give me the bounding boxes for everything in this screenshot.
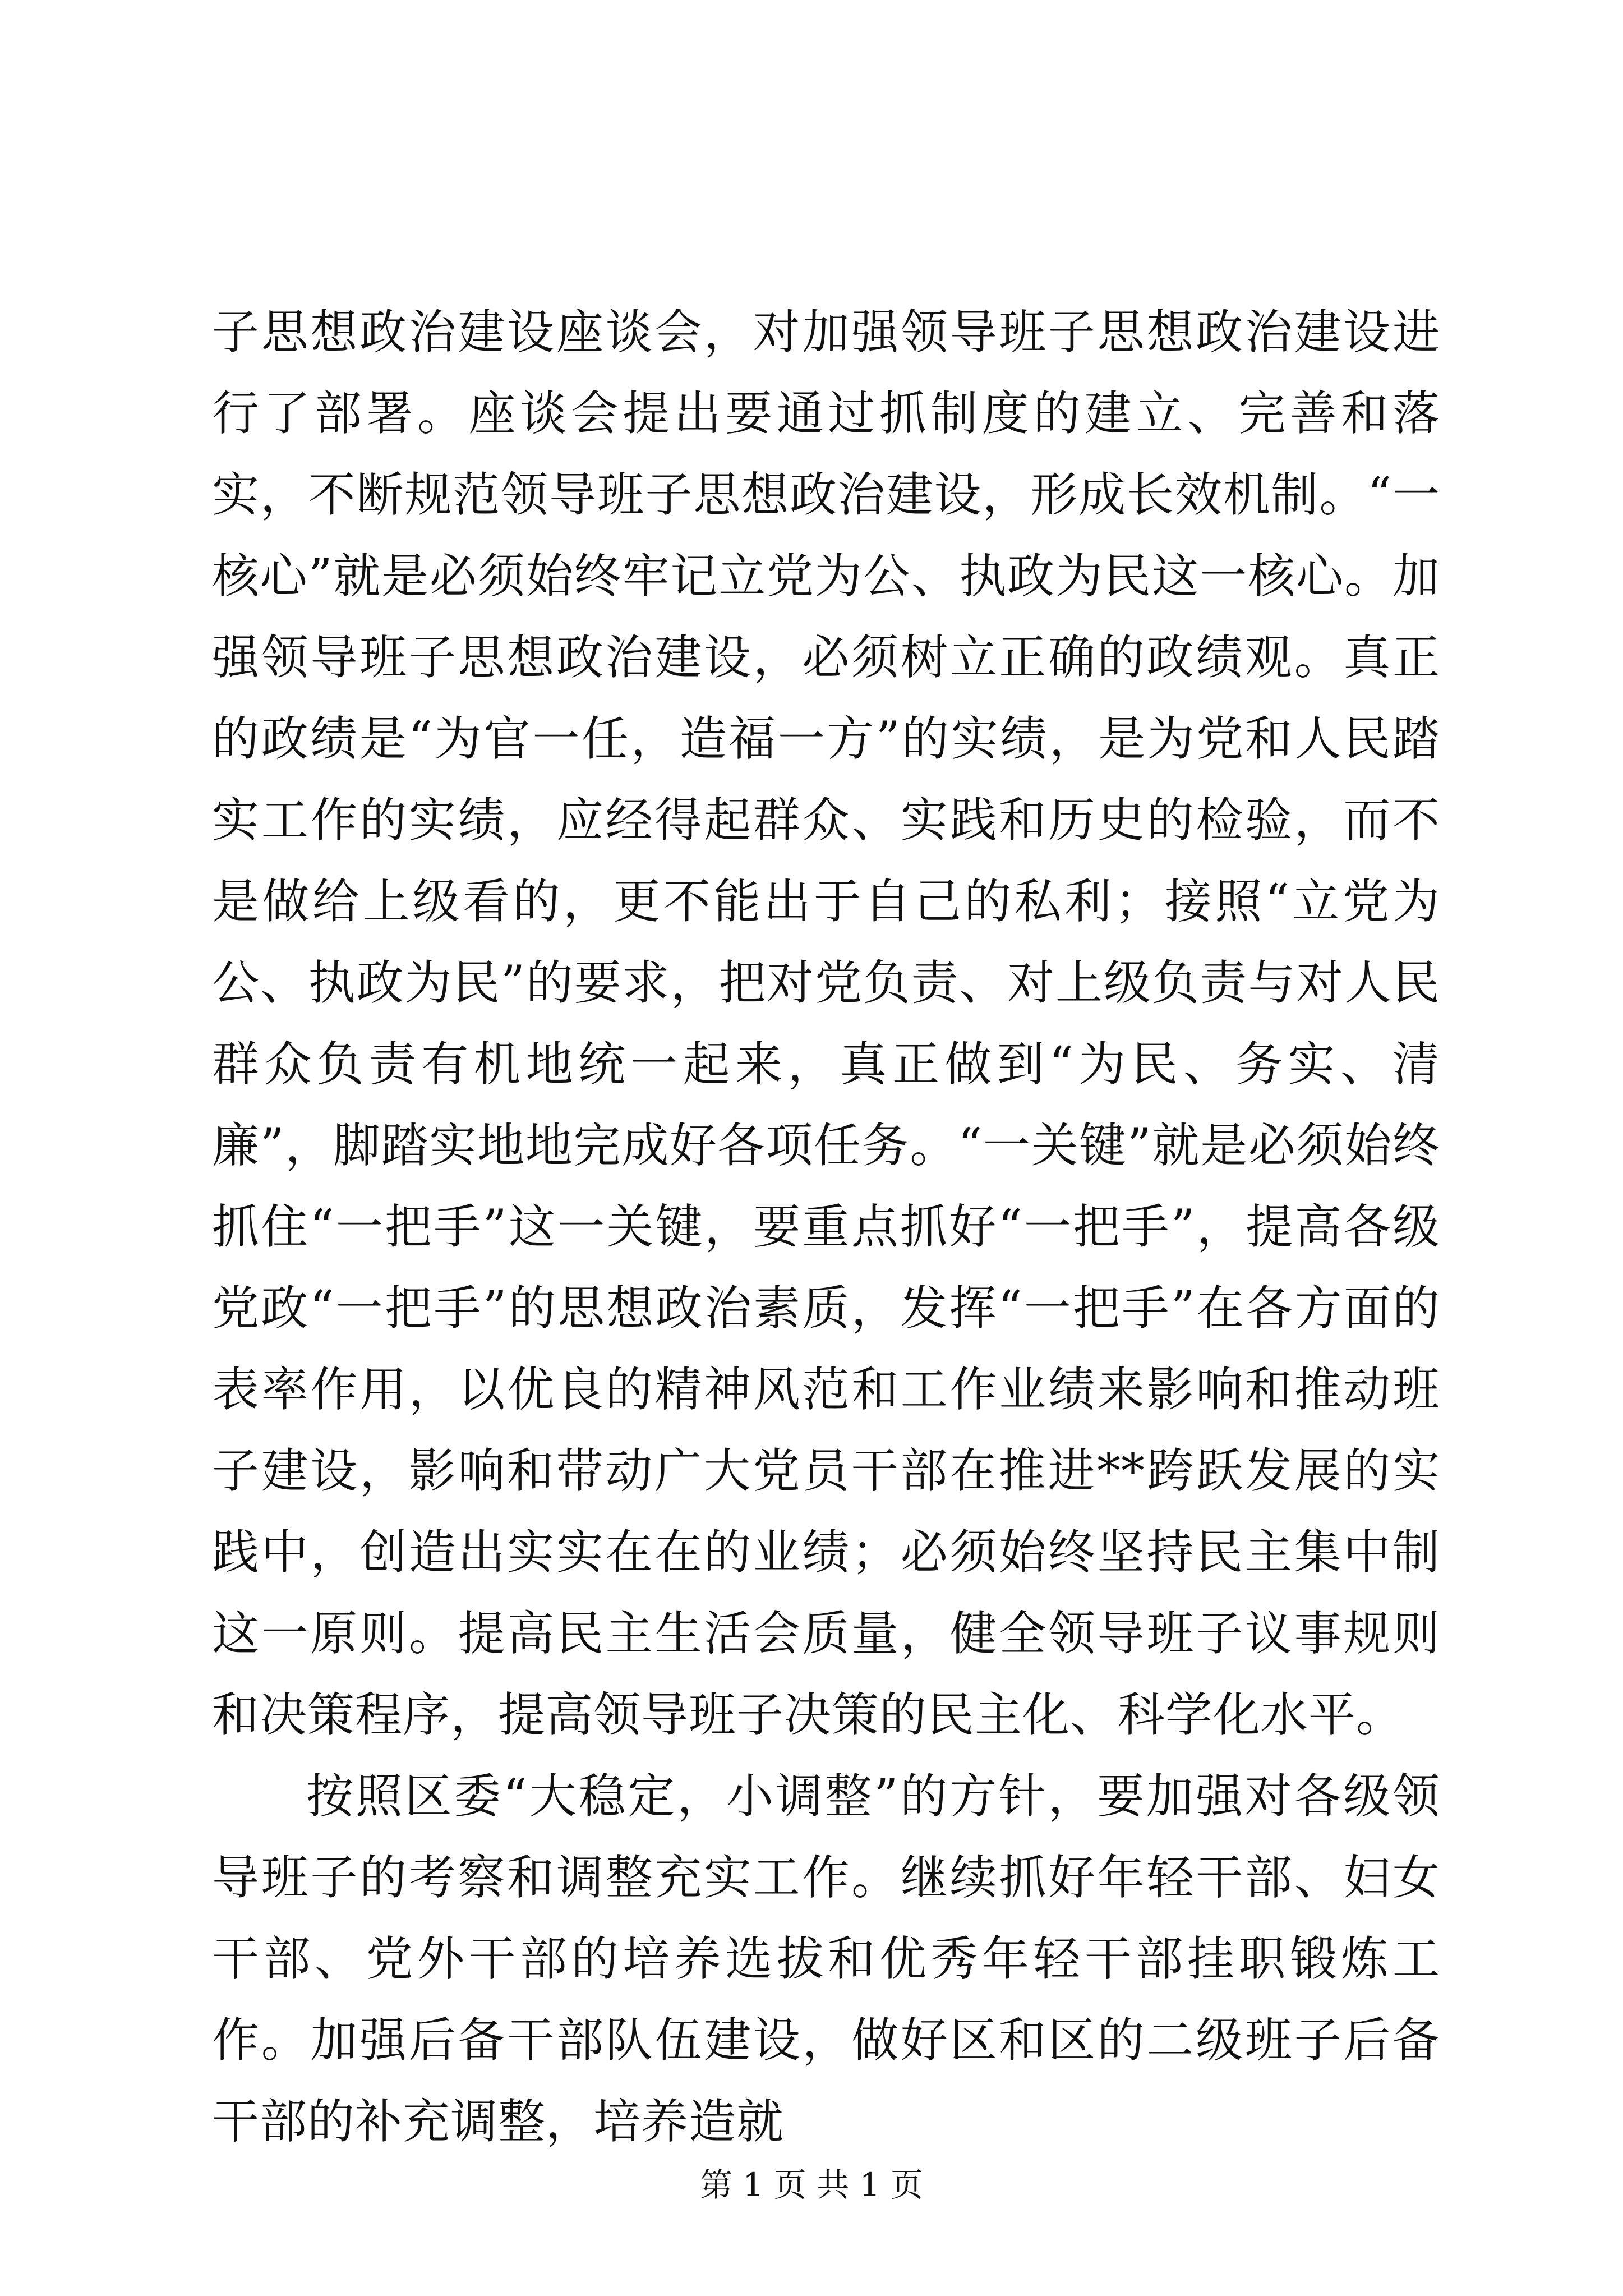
document-body [212, 292, 1440, 2162]
page-number-label: 第 1 页 共 1 页 [700, 2166, 923, 2204]
page-footer [0, 2165, 1623, 2205]
paragraph-2: 按照区委“大稳定，小调整”的方针，要加强对各级领导班子的考察和调整充实工作。继续抓好年轻干部、妇女干部、党外干部的培养选拔和优秀年轻干部挂职锻炼工作。加强后备干部队伍建设，做好区和区的二级班子后备干部的补充调整，培养造就 [212, 1769, 1440, 2149]
paragraph-1: 子思想政治建设座谈会，对加强领导班子思想政治建设进行了部署。座谈会提出要通过抓制度的建立、完善和落实，不断规范领导班子思想政治建设，形成长效机制。“一核心”就是必须始终牢记立党为公、执政为民这一核心。加强领导班子思想政治建设，必须树立正确的政绩观。真正的政绩是“为官一任，造福一方”的实绩，是为党和人民踏实工作的实绩，应经得起群众、实践和历史的检验，而不是做给上级看的，更不能出于自己的私利；接照“立党为公、执政为民”的要求，把对党负责、对上级负责与对人民群众负责有机地统一起来，真正做到“为民、务实、清廉”，脚踏实地地完成好各项任务。“一关键”就是必须始终抓住“一把手”这一关键，要重点抓好“一把手”，提高各级党政“一把手”的思想政治素质，发挥“一把手”在各方面的表率作用，以优良的精神风范和工作业绩来影响和推动班子建设，影响和带动广大党员干部在推进**跨跃发展的实践中，创造出实实在在的业绩；必须始终坚持民主集中制这一原则。提高民主生活会质量，健全领导班子议事规则和决策程序，提高领导班子决策的民主化、科学化水平。 [212, 305, 1440, 1742]
